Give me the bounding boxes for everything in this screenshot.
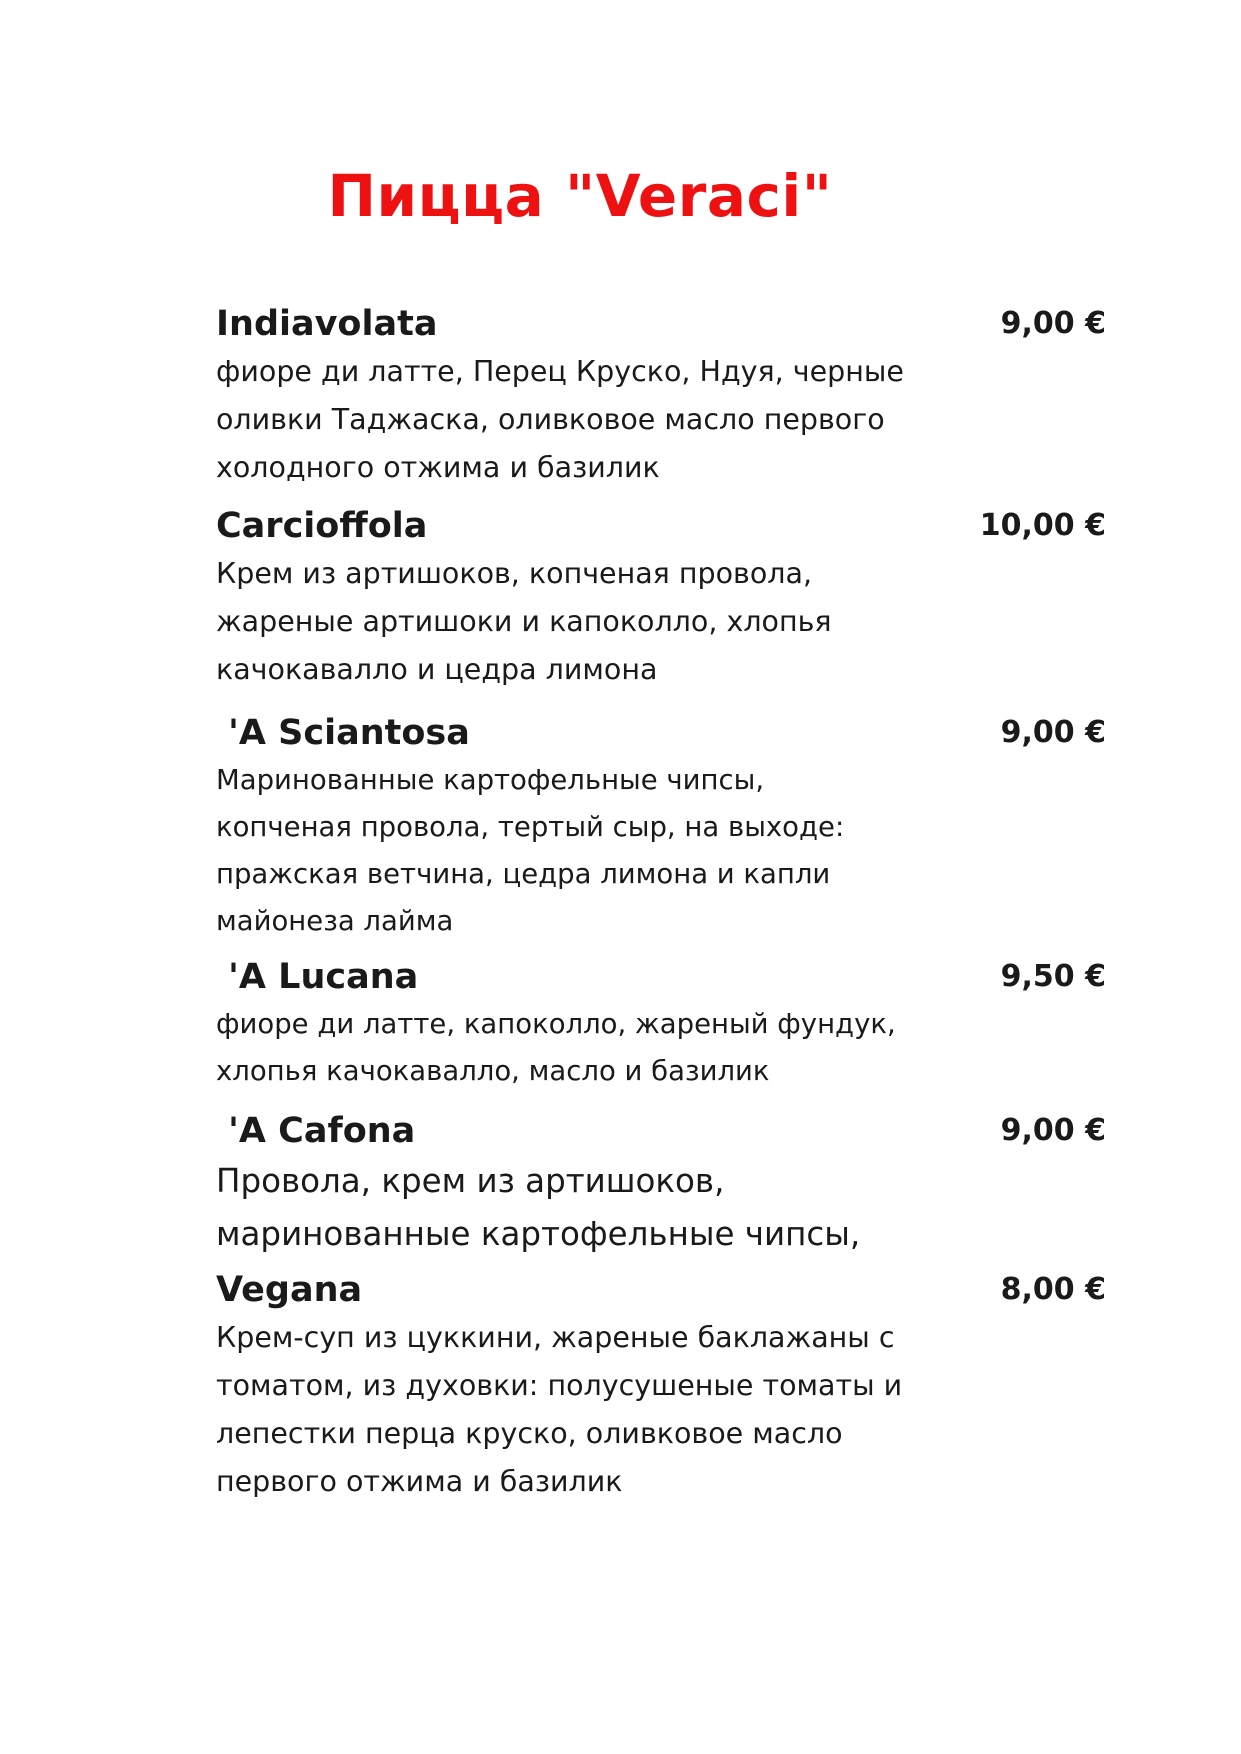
menu-item-lucana [216, 955, 1106, 1095]
menu-item-price: 10,00 € [979, 508, 1106, 543]
menu-item-description: Провола, крем из артишоков, маринованные картофельные чипсы, [216, 1162, 861, 1253]
menu-item-name: 'A Sciantosa [216, 713, 470, 753]
menu-item-description: фиоре ди латте, капоколло, жареный фундук, хлопья качокавалло, масло и базилик [216, 1008, 896, 1087]
menu-item-price: 9,00 € [1000, 715, 1106, 750]
menu-item-indiavolata [216, 302, 1106, 492]
menu-item-cafona [216, 1109, 1106, 1261]
menu-item-name: 'A Lucana [216, 957, 419, 997]
menu-item-description: Крем из артишоков, копченая провола, жареные артишоки и капоколло, хлопья качокавалло и цедра лимона [216, 557, 832, 686]
menu-item-name: Vegana [216, 1270, 363, 1310]
menu-item-name: Indiavolata [216, 304, 438, 344]
menu-item-price: 9,00 € [1000, 306, 1106, 341]
menu-item-carcioffola [216, 504, 1106, 694]
menu-item-vegana [216, 1268, 1106, 1506]
menu-item-price: 9,50 € [1000, 959, 1106, 994]
menu-item-price: 8,00 € [1000, 1272, 1106, 1307]
menu-item-price: 9,00 € [1000, 1113, 1106, 1148]
page-title: Пицца "Veraci" [327, 162, 833, 230]
menu-item-sciantosa [216, 711, 1106, 945]
menu-item-description: Маринованные картофельные чипсы, копченая провола, тертый сыр, на выходе: пражская ветчина, цедра лимона и капли майонеза лайма [216, 764, 845, 937]
menu-item-description: Крем-суп из цуккини, жареные баклажаны с томатом, из духовки: полусушеные томаты и лепестки перца круско, оливковое масло первого отжима и базилик [216, 1321, 903, 1498]
menu-item-name: Carcioffola [216, 506, 428, 546]
menu-item-description: фиоре ди латте, Перец Круско, Ндуя, черные оливки Таджаска, оливковое масло первого холодного отжима и базилик [216, 355, 904, 484]
menu-item-name: 'A Cafona [216, 1111, 416, 1151]
